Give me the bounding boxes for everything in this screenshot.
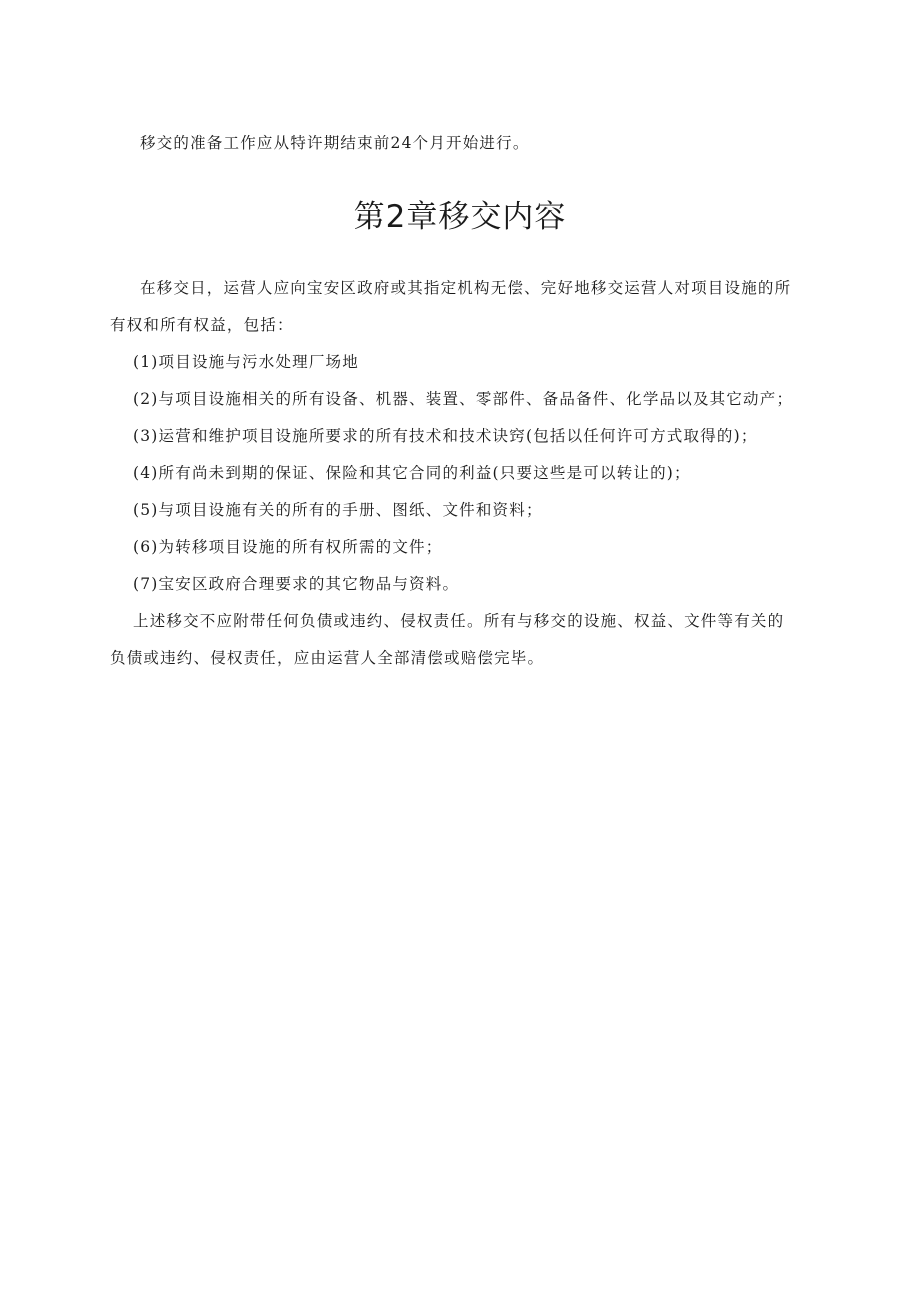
- intro-paragraph-line-1: 在移交日，运营人应向宝安区政府或其指定机构无偿、完好地移交运营人对项目设施的所: [140, 279, 792, 297]
- list-item: (4)所有尚未到期的保证、保险和其它合同的利益(只要这些是可以转让的)；: [133, 464, 691, 482]
- list-item: (6)为转移项目设施的所有权所需的文件；: [133, 538, 443, 556]
- list-item: (1)项目设施与污水处理厂场地: [133, 353, 359, 371]
- lead-paragraph: 移交的准备工作应从特许期结束前24个月开始进行。: [140, 134, 530, 152]
- intro-paragraph-line-2: 有权和所有权益，包括：: [110, 316, 294, 334]
- chapter-title: 第2章移交内容: [353, 199, 567, 235]
- list-item: (3)运营和维护项目设施所要求的所有技术和技术诀窍(包括以任何许可方式取得的)；: [133, 427, 758, 445]
- list-item: (5)与项目设施有关的所有的手册、图纸、文件和资料；: [133, 501, 543, 519]
- closing-paragraph-line-1: 上述移交不应附带任何负债或违约、侵权责任。所有与移交的设施、权益、文件等有关的: [133, 612, 785, 630]
- list-item: (7)宝安区政府合理要求的其它物品与资料。: [133, 575, 460, 593]
- list-item: (2)与项目设施相关的所有设备、机器、装置、零部件、备品备件、化学品以及其它动产；: [133, 390, 794, 408]
- closing-paragraph-line-2: 负债或违约、侵权责任，应由运营人全部清偿或赔偿完毕。: [110, 649, 545, 667]
